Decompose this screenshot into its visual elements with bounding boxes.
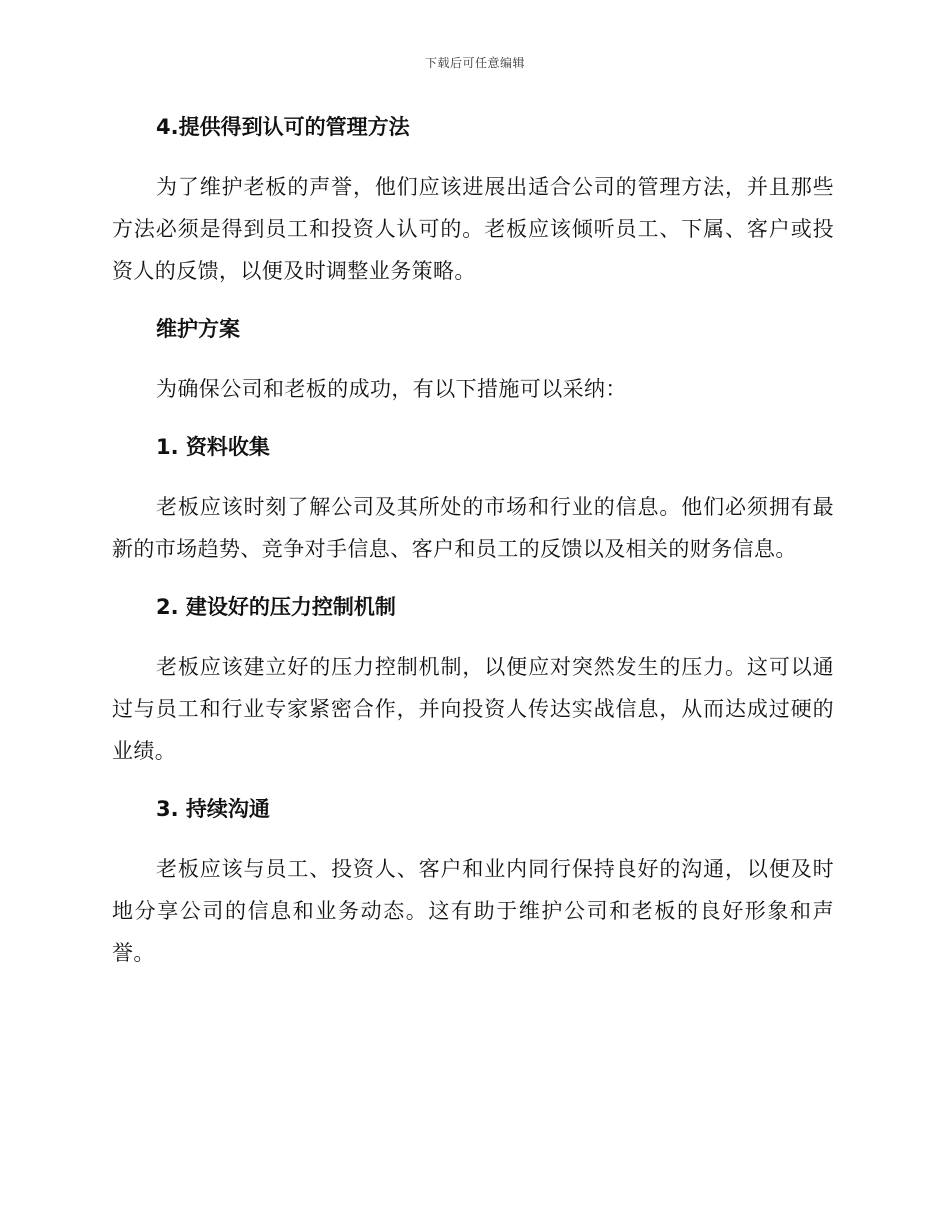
section-heading-communication: 3. 持续沟通 — [156, 797, 270, 821]
document-body — [112, 110, 834, 974]
section-paragraph-pressure-control: 老板应该建立好的压力控制机制，以便应对突然发生的压力。这可以通过与员工和行业专家紧密合作，并向投资人传达实战信息，从而达成过硬的业绩。 — [112, 655, 834, 763]
section-paragraph-data-collection: 老板应该时刻了解公司及其所处的市场和行业的信息。他们必须拥有最新的市场趋势、竞争对手信息、客户和员工的反馈以及相关的财务信息。 — [112, 495, 834, 561]
section-paragraph-management-methods: 为了维护老板的声誉，他们应该进展出适合公司的管理方法，并且那些方法必须是得到员工和投资人认可的。老板应该倾听员工、下属、客户或投资人的反馈，以便及时调整业务策略。 — [112, 175, 834, 283]
section-heading-data-collection: 1. 资料收集 — [156, 435, 270, 459]
section-heading-pressure-control: 2. 建设好的压力控制机制 — [156, 595, 396, 619]
header-note: 下载后可任意编辑 — [424, 56, 525, 70]
section-paragraph-communication: 老板应该与员工、投资人、客户和业内同行保持良好的沟通，以便及时地分享公司的信息和业务动态。这有助于维护公司和老板的良好形象和声誉。 — [112, 857, 834, 965]
section-heading-management-methods: 4.提供得到认可的管理方法 — [156, 115, 410, 139]
section-paragraph-maintenance-plan: 为确保公司和老板的成功，有以下措施可以采纳： — [156, 377, 627, 401]
section-heading-maintenance-plan: 维护方案 — [156, 317, 240, 341]
